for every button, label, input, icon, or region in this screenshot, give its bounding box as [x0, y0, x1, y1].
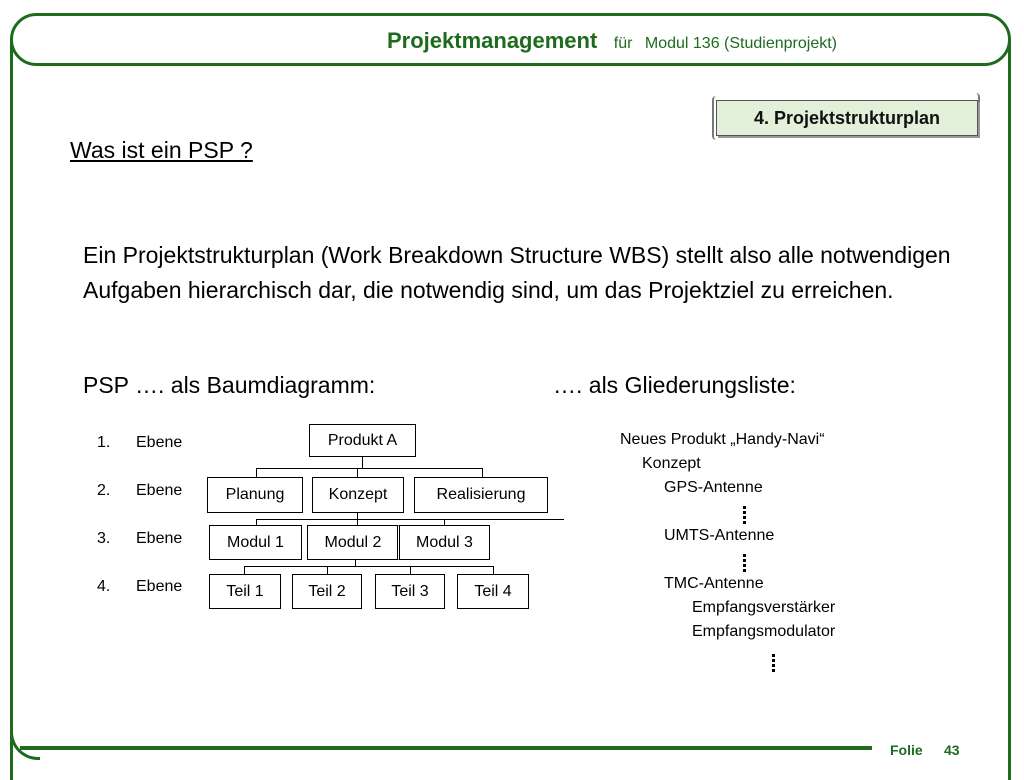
outline-item: Empfangsverstärker — [692, 599, 836, 616]
question-heading: Was ist ein PSP ? — [70, 137, 253, 163]
tree-connector — [357, 513, 358, 525]
slide-header — [0, 28, 1024, 54]
ellipsis-vertical — [743, 554, 747, 574]
level-label: 3. Ebene — [97, 530, 183, 547]
tree-node: Realisierung — [414, 477, 548, 513]
tree-connector — [244, 566, 494, 567]
tree-node: Teil 1 — [209, 574, 281, 609]
outline-item: GPS-Antenne — [664, 479, 763, 496]
tree-node: Modul 3 — [397, 525, 490, 560]
tree-connector — [410, 566, 411, 574]
tree-diagram-label: PSP …. als Baumdiagramm: — [83, 372, 376, 398]
tree-connector — [256, 468, 257, 477]
level-label: 1. Ebene — [97, 434, 183, 451]
footer-rule — [20, 746, 872, 750]
header-title: Projektmanagement — [387, 28, 598, 53]
tree-connector — [357, 468, 358, 477]
tree-connector — [327, 566, 328, 574]
tree-node: Modul 2 — [307, 525, 399, 560]
tree-node: Teil 4 — [457, 574, 529, 609]
tree-node: Teil 2 — [292, 574, 362, 609]
tree-connector — [362, 457, 363, 468]
tree-connector — [482, 468, 483, 477]
outline-item: Empfangsmodulator — [692, 623, 836, 640]
tree-node-root: Produkt A — [309, 424, 416, 457]
ellipsis-vertical — [772, 654, 776, 674]
footer-label: Folie — [890, 742, 923, 758]
outline-item: TMC-Antenne — [664, 575, 764, 592]
tree-node: Modul 1 — [209, 525, 302, 560]
definition-paragraph: Ein Projektstrukturplan (Work Breakdown Structure WBS) stellt also alle notwendigen Aufgaben hierarchisch dar, die notwendig sind, um das Projektziel zu erreichen. — [83, 242, 951, 303]
tree-connector — [256, 519, 564, 520]
level-label: 2. Ebene — [97, 482, 183, 499]
tree-connector — [244, 566, 245, 574]
ellipsis-vertical — [743, 506, 747, 526]
tree-connector — [256, 468, 482, 469]
outline-item: Neues Produkt „Handy-Navi“ — [620, 431, 825, 448]
header-subtitle: Modul 136 (Studienprojekt) — [644, 35, 837, 52]
tree-node: Teil 3 — [375, 574, 445, 609]
tree-connector — [493, 566, 494, 574]
page-number: 43 — [944, 742, 960, 758]
tree-node: Planung — [207, 477, 303, 513]
header-subtitle-pre: für — [613, 35, 633, 52]
tree-node: Konzept — [312, 477, 404, 513]
level-label: 4. Ebene — [97, 578, 183, 595]
outline-item: Konzept — [642, 455, 701, 472]
outline-item: UMTS-Antenne — [664, 527, 775, 544]
section-badge: 4. Projektstrukturplan — [716, 100, 978, 136]
outline-list-label: …. als Gliederungsliste: — [553, 372, 796, 398]
tree-connector — [355, 560, 356, 566]
